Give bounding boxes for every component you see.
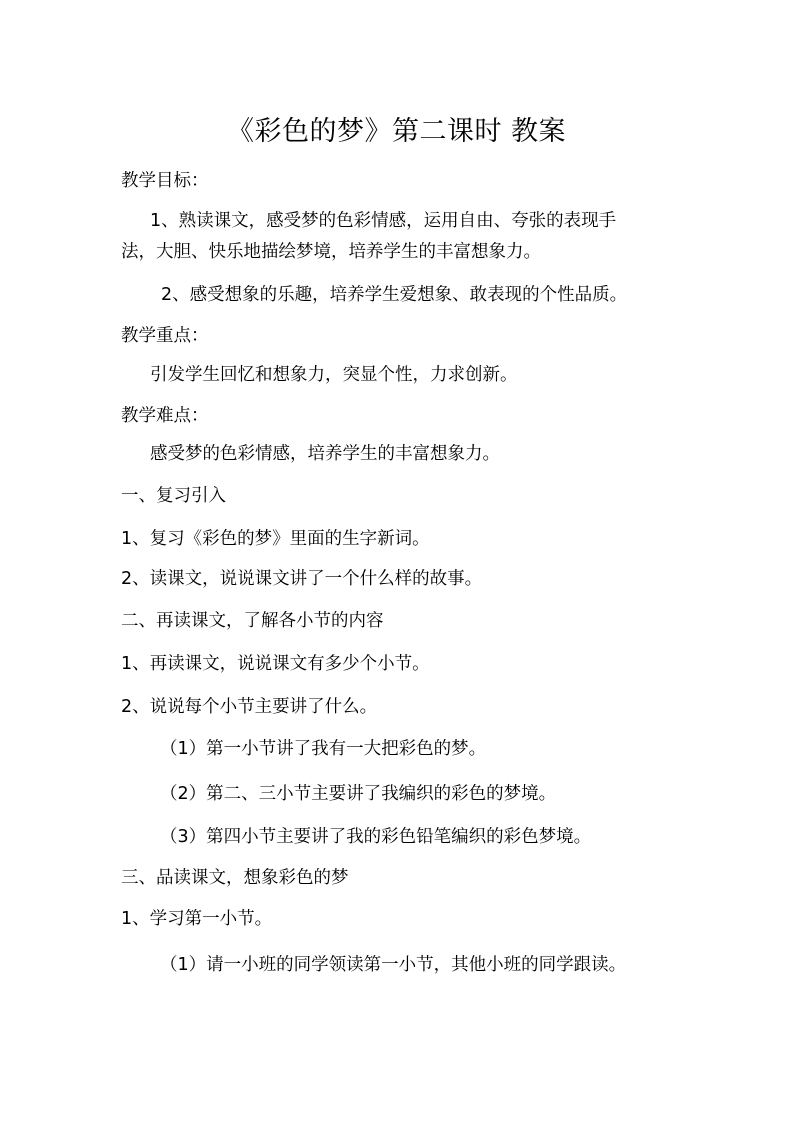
heading-teaching-goals: 教学目标：: [121, 171, 209, 191]
heading-difficulties: 教学难点：: [121, 406, 209, 426]
section-3-item-1: 1、学习第一小节。: [121, 909, 273, 929]
section-2-item-2: 2、说说每个小节主要讲了什么。: [121, 697, 378, 717]
key-point-text: 引发学生回忆和想象力，突显个性，力求创新。: [150, 365, 518, 385]
section-2-item-1: 1、再读课文，说说课文有多少个小节。: [121, 654, 430, 674]
section-2-subitem-2: （2）第二、三小节主要讲了我编织的彩色的梦境。: [160, 784, 557, 804]
section-2-subitem-1: （1）第一小节讲了我有一大把彩色的梦。: [160, 739, 487, 759]
goal-2: 2、感受想象的乐趣，培养学生爱想象、敢表现的个性品质。: [161, 285, 628, 305]
section-1-item-1: 1、复习《彩色的梦》里面的生字新词。: [121, 529, 430, 549]
section-1-item-2: 2、读课文，说说课文讲了一个什么样的故事。: [121, 569, 483, 589]
difficulty-text: 感受梦的色彩情感，培养学生的丰富想象力。: [150, 444, 500, 464]
section-1-heading: 一、复习引入: [121, 486, 226, 506]
section-2-heading: 二、再读课文，了解各小节的内容: [121, 611, 384, 631]
goal-1-line-1: 1、熟读课文，感受梦的色彩情感，运用自由、夸张的表现手: [150, 211, 617, 231]
goal-1-line-2: 法，大胆、快乐地描绘梦境，培养学生的丰富想象力。: [121, 242, 541, 262]
document-title: 《彩色的梦》第二课时 教案: [226, 116, 567, 147]
section-3-heading: 三、品读课文，想象彩色的梦: [121, 868, 349, 888]
section-3-subitem-1: （1）请一小班的同学领读第一小节，其他小班的同学跟读。: [160, 955, 627, 975]
section-2-subitem-3: （3）第四小节主要讲了我的彩色铅笔编织的彩色梦境。: [160, 827, 592, 847]
heading-key-points: 教学重点：: [121, 326, 209, 346]
